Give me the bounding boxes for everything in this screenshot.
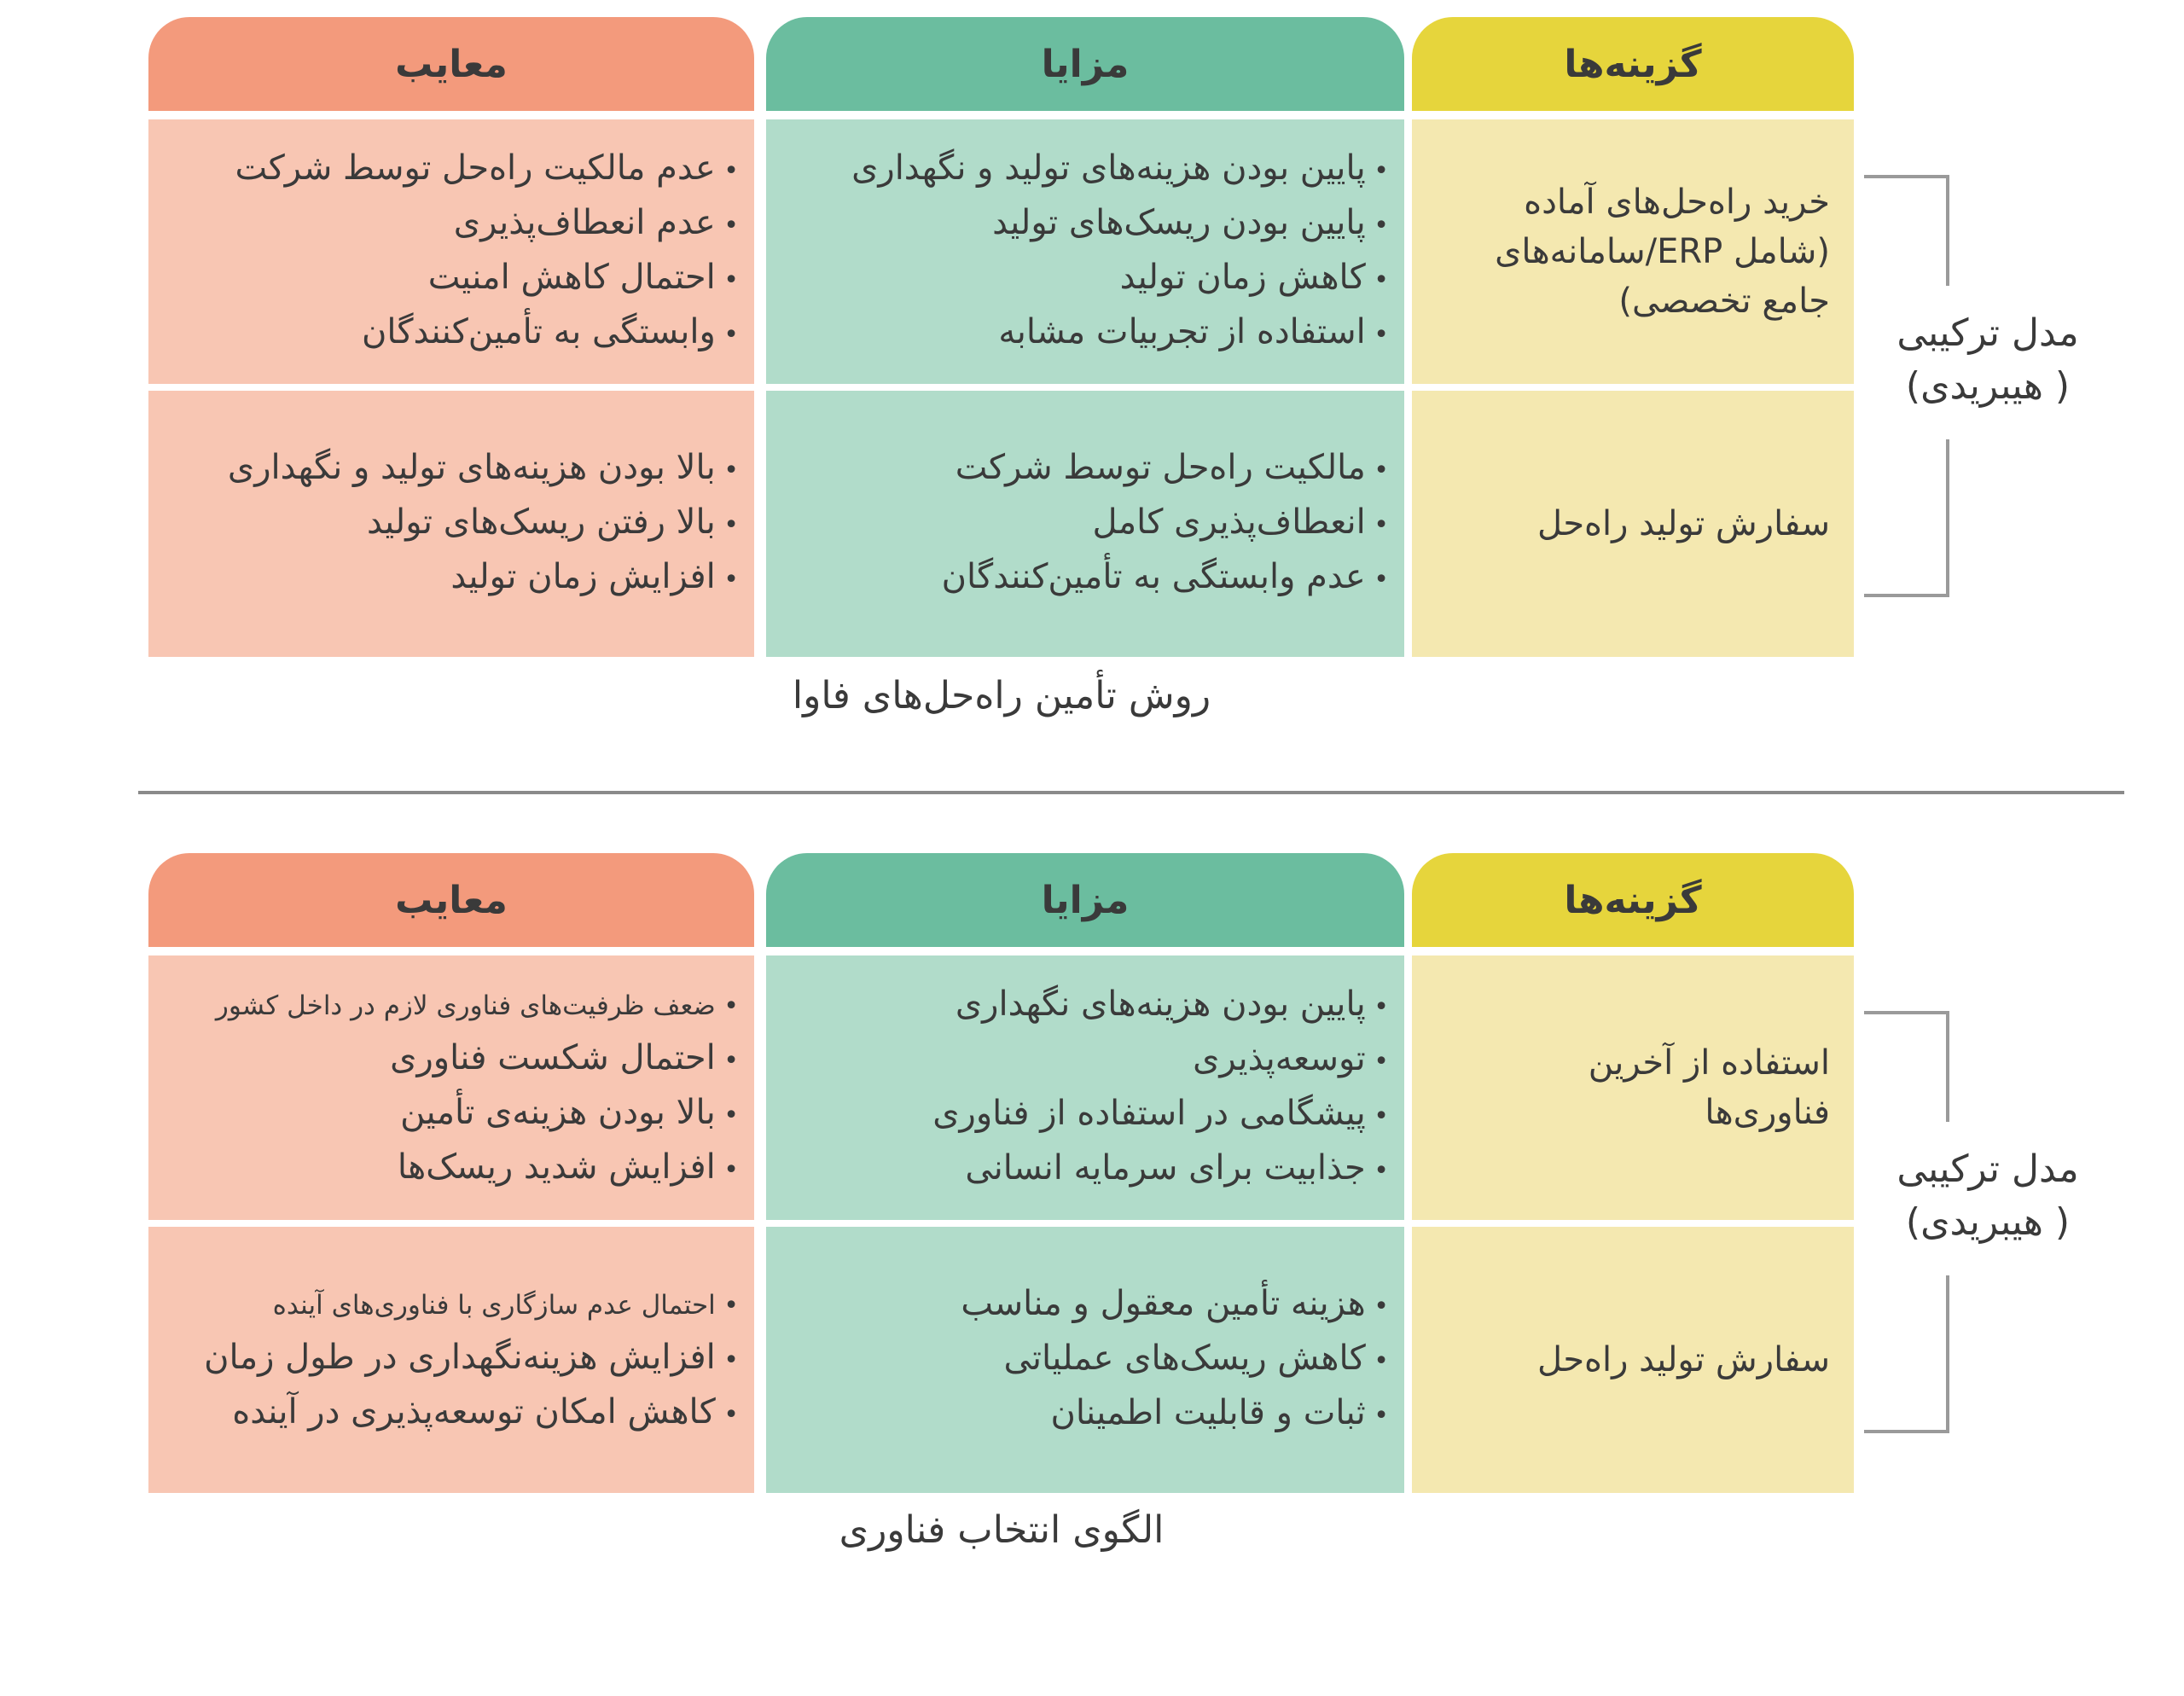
disadvantage-item: • کاهش امکان توسعه‌پذیری در آینده <box>157 1386 739 1441</box>
hybrid-label-line2: ( هیبریدی) <box>1905 364 2071 408</box>
advantage-item: • پایین بودن ریسک‌های تولید <box>775 197 1389 252</box>
header-advantages: مزایا <box>766 853 1404 947</box>
advantages-cell <box>766 1227 1404 1493</box>
hybrid-label-line1: مدل ترکیبی <box>1896 311 2079 355</box>
section-caption: الگوی انتخاب فناوری <box>839 1508 1165 1552</box>
disadvantages-cell <box>148 119 754 384</box>
option-line: خرید راه‌حل‌های آماده <box>1524 183 1830 222</box>
advantage-item: • توسعه‌پذیری <box>775 1033 1389 1088</box>
disadvantage-item: • عدم مالکیت راه‌حل توسط شرکت <box>157 142 739 197</box>
option-cell <box>1412 119 1854 384</box>
disadvantage-item: • افزایش زمان تولید <box>157 551 739 606</box>
disadvantage-item: • بالا رفتن ریسک‌های تولید <box>157 497 739 551</box>
header-disadvantages: معایب <box>148 17 754 111</box>
option-cell <box>1412 1227 1854 1493</box>
header-disadvantages: معایب <box>148 853 754 947</box>
advantage-item: • کاهش زمان تولید <box>775 252 1389 306</box>
header-options: گزینه‌ها <box>1412 17 1854 111</box>
advantage-item: • ثبات و قابلیت اطمینان <box>775 1387 1389 1442</box>
section-caption: روش تأمین راه‌حل‌های فاوا <box>792 674 1211 717</box>
advantages-cell <box>766 391 1404 657</box>
hybrid-label-line1: مدل ترکیبی <box>1896 1147 2079 1191</box>
disadvantage-item: • بالا بودن هزینه‌ی تأمین <box>157 1087 739 1141</box>
disadvantage-item: • وابستگی به تأمین‌کنندگان <box>157 306 739 361</box>
hybrid-model-label <box>1873 1143 2103 1249</box>
advantage-item: • جذابیت برای سرمایه انسانی <box>775 1142 1389 1197</box>
disadvantage-item: • احتمال عدم سازگاری با فناوری‌های آینده <box>157 1280 739 1332</box>
disadvantage-item: • افزایش هزینه‌نگهداری در طول زمان <box>157 1332 739 1386</box>
advantage-item: • مالکیت راه‌حل توسط شرکت <box>775 442 1389 497</box>
advantages-cell <box>766 955 1404 1220</box>
advantage-item: • کاهش ریسک‌های عملیاتی <box>775 1333 1389 1387</box>
disadvantage-item: • بالا بودن هزینه‌های تولید و نگهداری <box>157 442 739 497</box>
option-cell <box>1412 391 1854 657</box>
hybrid-model-label <box>1873 307 2103 413</box>
disadvantage-item: • ضعف ظرفیت‌های فناوری لازم در داخل کشور <box>157 980 739 1032</box>
advantage-item: • عدم وابستگی به تأمین‌کنندگان <box>775 551 1389 606</box>
section-divider <box>138 791 2124 794</box>
option-line: استفاده از آخرین <box>1588 1043 1830 1083</box>
option-line: فناوری‌ها <box>1705 1093 1830 1132</box>
disadvantages-cell <box>148 955 754 1220</box>
advantage-item: • پیشگامی در استفاده از فناوری <box>775 1088 1389 1142</box>
option-line: سفارش تولید راه‌حل <box>1537 504 1830 543</box>
header-advantages: مزایا <box>766 17 1404 111</box>
option-line: جامع تخصصی) <box>1618 282 1830 321</box>
advantage-item: • انعطاف‌پذیری کامل <box>775 497 1389 551</box>
disadvantages-cell <box>148 1227 754 1493</box>
option-line: سفارش تولید راه‌حل <box>1537 1340 1830 1379</box>
disadvantages-cell <box>148 391 754 657</box>
option-cell <box>1412 955 1854 1220</box>
advantages-cell <box>766 119 1404 384</box>
disadvantage-item: • احتمال شکست فناوری <box>157 1032 739 1087</box>
advantage-item: • استفاده از تجربیات مشابه <box>775 306 1389 361</box>
disadvantage-item: • احتمال کاهش امنیت <box>157 252 739 306</box>
advantage-item: • پایین بودن هزینه‌های تولید و نگهداری <box>775 142 1389 197</box>
header-options: گزینه‌ها <box>1412 853 1854 947</box>
option-line: (شامل ERP/سامانه‌های <box>1495 232 1830 271</box>
disadvantage-item: • افزایش شدید ریسک‌ها <box>157 1141 739 1196</box>
disadvantage-item: • عدم انعطاف‌پذیری <box>157 197 739 252</box>
advantage-item: • هزینه تأمین معقول و مناسب <box>775 1278 1389 1333</box>
hybrid-label-line2: ( هیبریدی) <box>1905 1200 2071 1244</box>
advantage-item: • پایین بودن هزینه‌های نگهداری <box>775 979 1389 1033</box>
